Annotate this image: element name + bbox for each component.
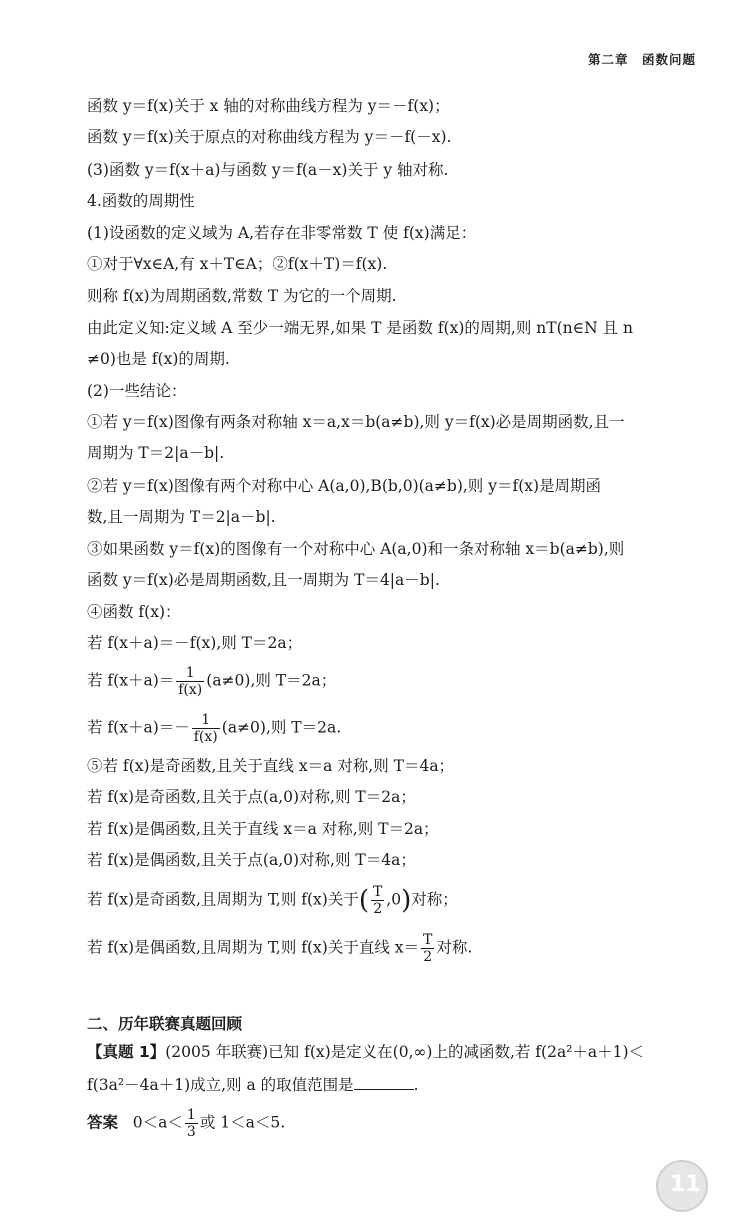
- answer-text: 0＜a＜: [132, 1113, 183, 1132]
- text-line: ②若 y＝f(x)图像有两个对称中心 A(a,0),B(b,0)(a≠b),则 y＝f(x)是周期函: [87, 477, 602, 495]
- fraction-numerator: T: [423, 932, 433, 948]
- text-line: ③如果函数 y＝f(x)的图像有一个对称中心 A(a,0)和一条对称轴 x＝b(a≠b),则: [87, 540, 625, 558]
- fraction-denominator: f(x): [193, 729, 218, 745]
- answer-blank: [354, 1073, 414, 1090]
- text-line: 若 f(x＋a)＝－f(x),则 T＝2a；: [87, 634, 303, 652]
- text-line: (3)函数 y＝f(x＋a)与函数 y＝f(a－x)关于 y 轴对称.: [87, 161, 449, 179]
- problem-text: .: [413, 1076, 419, 1094]
- fraction: [192, 712, 220, 745]
- fraction: [185, 1107, 198, 1140]
- formula-text: 若 f(x＋a)＝－: [87, 718, 190, 737]
- problem-line: [87, 1042, 644, 1062]
- formula-text: 对称.: [436, 938, 473, 957]
- section-title: 二、历年联赛真题回顾: [87, 1015, 243, 1033]
- answer-line: [87, 1107, 285, 1140]
- text-line: ①若 y＝f(x)图像有两条对称轴 x＝a,x＝b(a≠b),则 y＝f(x)必是周期函数,且一: [87, 413, 625, 431]
- formula-line: [87, 884, 458, 917]
- text-line: 若 f(x)是奇函数,且关于点(a,0)对称,则 T＝2a；: [87, 788, 416, 806]
- formula-text: 若 f(x＋a)＝: [87, 671, 175, 690]
- text-line: 若 f(x)是偶函数,且关于直线 x＝a 对称,则 T＝2a；: [87, 820, 439, 838]
- problem-tag: 【真题 1】: [87, 1043, 166, 1061]
- formula-text: 对称；: [411, 890, 458, 909]
- text-line: 函数 y＝f(x)关于原点的对称曲线方程为 y＝－f(－x).: [87, 128, 452, 146]
- fraction-numerator: 1: [192, 712, 220, 729]
- formula-text: 若 f(x)是偶函数,且周期为 T,则 f(x)关于直线 x＝: [87, 938, 420, 957]
- fraction-denominator: f(x): [178, 682, 203, 698]
- answer-text: 或 1＜a＜5.: [199, 1113, 286, 1132]
- text-line: (1)设函数的定义域为 A,若存在非零常数 T 使 f(x)满足：: [87, 224, 477, 242]
- formula-text: (a≠0),则 T＝2a；: [206, 671, 337, 690]
- formula-text: 若 f(x)是奇函数,且周期为 T,则 f(x)关于: [87, 890, 359, 909]
- problem-text: f(3a²－4a＋1)成立,则 a 的取值范围是: [87, 1076, 354, 1094]
- page-number-badge: [656, 1160, 708, 1212]
- text-line: 则称 f(x)为周期函数,常数 T 为它的一个周期.: [87, 287, 397, 305]
- fraction: [176, 665, 204, 698]
- text-line: 数,且一周期为 T＝2|a－b|.: [87, 508, 276, 526]
- text-line: 若 f(x)是偶函数,且关于点(a,0)对称,则 T＝4a；: [87, 851, 416, 869]
- text-line: ④函数 f(x)：: [87, 603, 181, 621]
- running-head: 第二章 函数问题: [587, 52, 696, 67]
- formula-line: [87, 665, 336, 698]
- formula-text: ,0: [386, 890, 402, 909]
- left-paren: (: [358, 885, 369, 916]
- text-line: 函数 y＝f(x)必是周期函数,且一周期为 T＝4|a－b|.: [87, 571, 440, 589]
- problem-text: (2005 年联赛)已知 f(x)是定义在(0,∞)上的减函数,若 f(2a²＋a＋1)＜: [165, 1043, 645, 1061]
- text-line: ⑤若 f(x)是奇函数,且关于直线 x＝a 对称,则 T＝4a；: [87, 757, 455, 775]
- fraction-denominator: 3: [186, 1124, 196, 1140]
- page-number: 11: [670, 1172, 701, 1197]
- fraction-numerator: 1: [176, 665, 204, 682]
- formula-text: (a≠0),则 T＝2a.: [221, 718, 342, 737]
- fraction-denominator: 2: [373, 901, 383, 917]
- text-line: (2)一些结论：: [87, 382, 187, 400]
- fraction: [371, 884, 384, 917]
- formula-line: [87, 712, 341, 745]
- fraction-numerator: T: [373, 884, 383, 900]
- text-line: ≠0)也是 f(x)的周期.: [87, 350, 230, 368]
- fraction: [421, 932, 434, 965]
- text-line: 4.函数的周期性: [87, 192, 195, 210]
- answer-label: 答案: [87, 1113, 119, 1132]
- text-line: 周期为 T＝2|a－b|.: [87, 444, 225, 462]
- formula-line: [87, 932, 472, 965]
- text-line: 由此定义知:定义域 A 至少一端无界,如果 T 是函数 f(x)的周期,则 nT(n∈N 且 n: [87, 319, 633, 337]
- fraction-denominator: 2: [423, 949, 433, 965]
- fraction-numerator: 1: [186, 1107, 196, 1123]
- right-paren: ): [401, 885, 412, 916]
- text-line: ①对于∀x∈A,有 x＋T∈A；②f(x＋T)＝f(x).: [87, 255, 388, 273]
- problem-line: [87, 1073, 419, 1095]
- text-line: 函数 y＝f(x)关于 x 轴的对称曲线方程为 y＝－f(x)；: [87, 97, 450, 115]
